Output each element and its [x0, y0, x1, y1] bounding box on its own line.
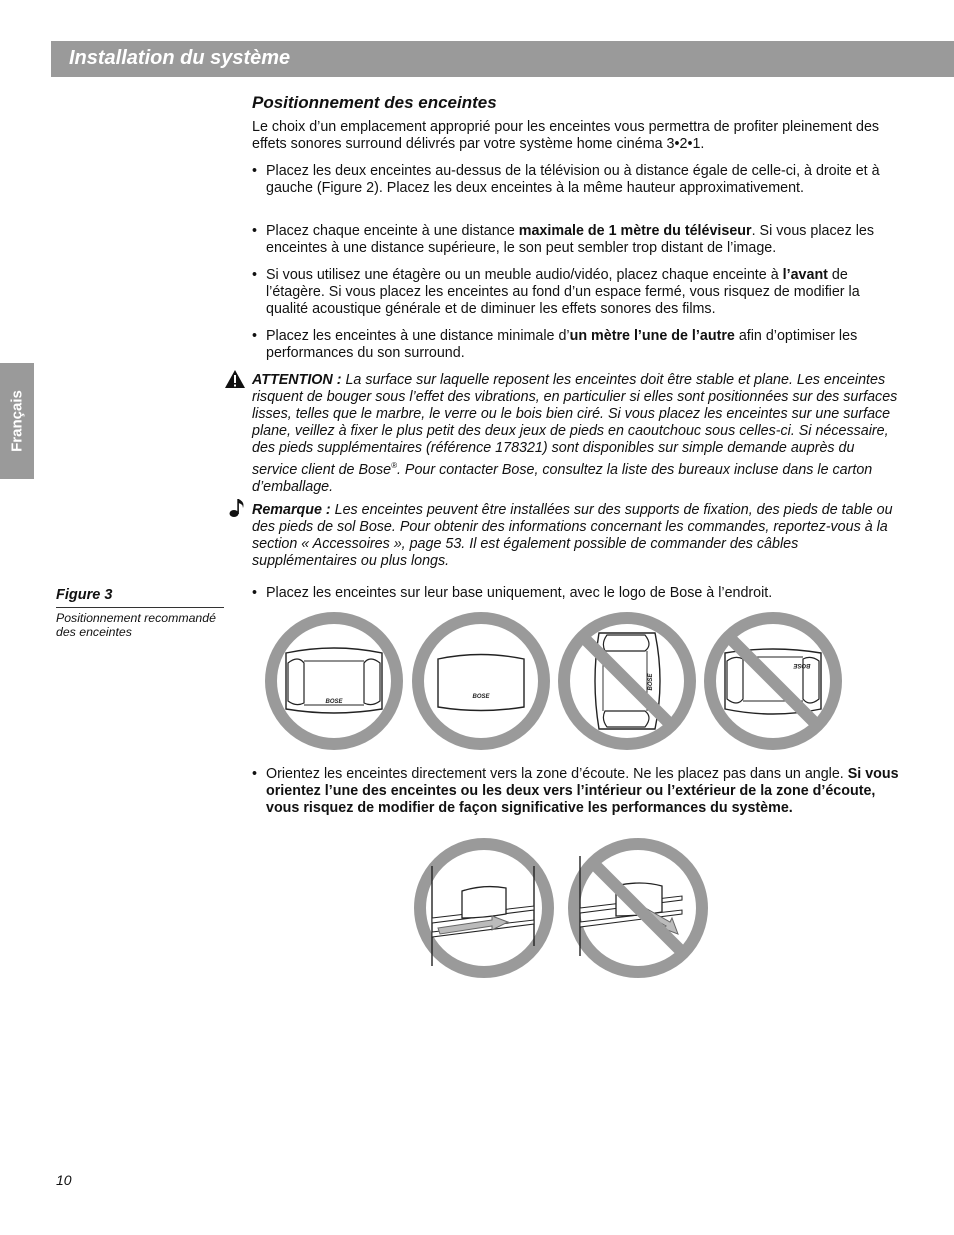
bullet-text: de l’étagère. Si vous placez les enceintes au fond d’un espace fermé, vous risquez de modifier la qualité acoustique générale et de diminuer les effets sonores des films.	[266, 267, 860, 317]
bullet-bold-text: Si vous orientez l’une des enceintes ou les deux vers l’intérieur ou l’extérieur de la zone d’écoute, vous risquez de modifier de façon significative les performances du système.	[266, 766, 899, 816]
header-bar	[51, 41, 954, 77]
bullet-text: Placez les enceintes à une distance minimale d’	[266, 328, 570, 344]
remarque-note	[252, 502, 900, 570]
figure-divider	[56, 607, 224, 608]
list-item	[252, 163, 900, 197]
list-item	[252, 328, 900, 362]
correct-orientation-circle	[271, 618, 397, 744]
language-tab[interactable]	[0, 363, 34, 479]
registered-mark: ®	[391, 461, 397, 470]
language-tab-label: Français	[8, 390, 26, 452]
attention-text: La surface sur laquelle reposent les enceintes doit être stable et plane. Les enceintes risquent de bouger sous l’effet des vibrations, en particulier si elles sont positionnées sur des surfaces lisses, telles que le marbre, le verre ou le bois bien ciré. Si vous placez les enceintes sur une surface plane, veillez à fixer le plus petit des deux jeux de pieds en caoutchouc sous celles-ci. Si nécessaire, des pieds supplémentaires (référence 178321) sont disponibles sur simple demande auprès du service client de Bose	[252, 372, 898, 478]
bullet-text: Placez chaque enceinte à une distance	[266, 223, 519, 239]
speaker-direction-figure	[412, 836, 712, 984]
page-title: Installation du système	[69, 47, 291, 69]
attention-label: ATTENTION :	[252, 372, 342, 388]
bullet-bold-text: un mètre l’une de l’autre	[569, 328, 735, 344]
bullet-text: afin d’optimiser les performances du son surround.	[266, 328, 858, 361]
list-item	[252, 766, 900, 817]
bullet-dot: •	[252, 267, 258, 283]
remarque-text: Les enceintes peuvent être installées sur des supports de fixation, des pieds de table ou des pieds de sol Bose. Pour obtenir des informations concernant les commandes, reportez-vous à la section « Accessoires », page 53. Il est également possible de commander des câbles supplémentaires ou plus longs.	[252, 502, 893, 569]
intro-paragraph: Le choix d’un emplacement approprié pour les enceintes vous permettra de profiter pleinement des effets sonores surround délivrés par votre système home cinéma 3•2•1.	[252, 119, 880, 152]
speaker-orientation-figure	[262, 610, 846, 752]
incorrect-orientation-circle	[564, 618, 690, 744]
list-item	[252, 267, 900, 318]
bose-logo: BOSE	[325, 699, 343, 705]
figure-caption: Positionnement recommandé des enceintes	[56, 611, 216, 639]
bullet-dot: •	[252, 223, 258, 239]
bullet-text: Orientez les enceintes directement vers la zone d’écoute. Ne les placez pas dans un angle.	[266, 766, 848, 782]
bullet-bold-text: l’avant	[782, 267, 828, 283]
section-title: Positionnement des enceintes	[252, 93, 497, 112]
bose-logo: BOSE	[648, 673, 654, 691]
bullet-dot: •	[252, 766, 258, 782]
bullet-dot: •	[252, 585, 258, 601]
bullet-text: Si vous utilisez une étagère ou un meuble audio/vidéo, placez chaque enceinte à	[266, 267, 783, 283]
list-item	[252, 223, 900, 257]
incorrect-orientation-circle	[710, 618, 836, 744]
attention-text: . Pour contacter Bose, consultez la liste des bureaux incluse dans le carton d’emballage.	[252, 461, 873, 495]
bullet-bold-text: maximale de 1 mètre du téléviseur	[518, 223, 752, 239]
music-note-icon	[229, 498, 247, 518]
bullet-text: Placez les enceintes sur leur base uniquement, avec le logo de Bose à l’endroit.	[266, 585, 773, 601]
attention-note	[252, 372, 900, 496]
bullet-text: Placez les deux enceintes au-dessus de la télévision ou à distance égale de celle-ci, à droite et à gauche (Figure 2). Placez les deux enceintes à la même hauteur approximativement.	[266, 163, 880, 196]
incorrect-direction-circle	[574, 844, 702, 972]
remarque-label: Remarque :	[252, 502, 331, 518]
figure-label: Figure 3	[56, 587, 113, 603]
list-item	[252, 585, 900, 602]
warning-triangle-icon	[224, 369, 246, 389]
bose-logo: BOSE	[472, 694, 490, 700]
bullet-dot: •	[252, 163, 258, 179]
correct-orientation-circle	[418, 610, 544, 744]
bullet-text: . Si vous placez les enceintes à une distance supérieure, le son peut sembler trop distant de l’image.	[266, 223, 874, 256]
bullet-dot: •	[252, 328, 258, 344]
page-number: 10	[56, 1172, 72, 1188]
correct-direction-circle	[420, 844, 548, 972]
bose-logo: BOSE	[793, 662, 811, 668]
